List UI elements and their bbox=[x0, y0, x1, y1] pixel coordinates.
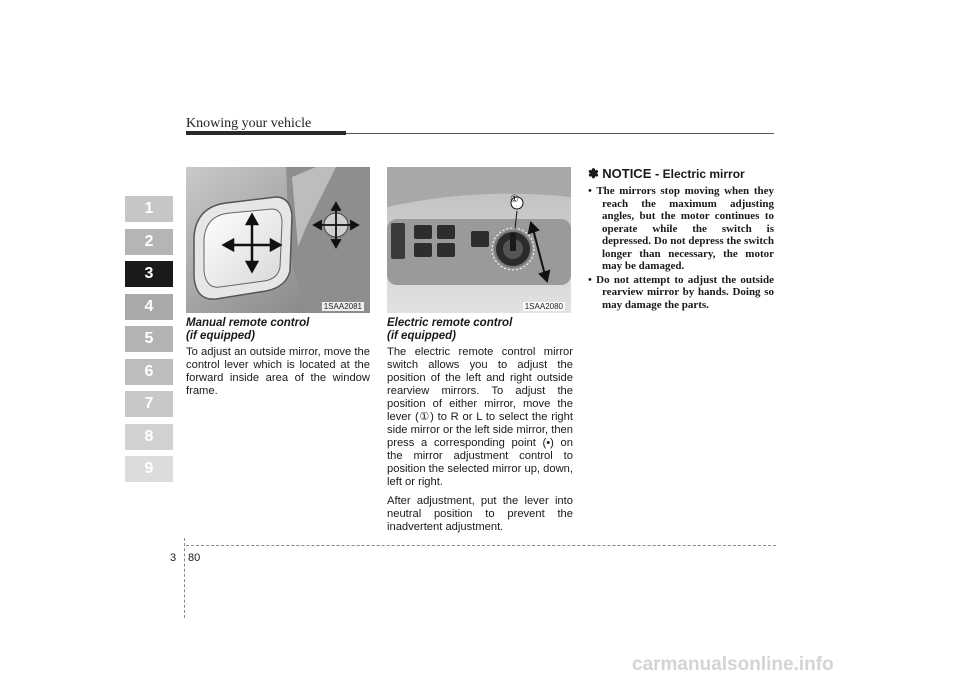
notice-bullet: • The mirrors stop moving when they reach the maximum adjusting angles, but the motor continues to operate while the switch is depressed. Do not depress the switch longer than necessary, the motor may be damaged. bbox=[588, 185, 774, 272]
chapter-tab-9: 9 bbox=[125, 456, 173, 482]
footer-chapter: 3 bbox=[170, 552, 177, 564]
watermark: carmanualsonline.info bbox=[632, 654, 834, 675]
electric-body-after: After adjustment, put the lever into neutral position to prevent the inadvertent adjustment. bbox=[387, 495, 573, 533]
figure-code: 1SAA2081 bbox=[323, 302, 362, 311]
chapter-tabs bbox=[125, 196, 173, 489]
electric-heading: Electric remote control (if equipped) bbox=[387, 317, 513, 342]
electric-switch-illustration bbox=[387, 167, 571, 313]
chapter-tab-6: 6 bbox=[125, 359, 173, 385]
notice-list bbox=[588, 185, 774, 311]
notice-section bbox=[588, 167, 774, 312]
notice-label: NOTICE - bbox=[602, 166, 660, 181]
footer-rule bbox=[186, 545, 776, 546]
lever-callout: ① bbox=[510, 194, 519, 205]
electric-mirror-figure bbox=[387, 167, 571, 313]
chapter-tab-8: 8 bbox=[125, 424, 173, 450]
page-number: 80 bbox=[188, 552, 201, 564]
chapter-tab-5: 5 bbox=[125, 326, 173, 352]
electric-body: The electric remote control mirror switch allows you to adjust the position of the left and right outside rearview mirrors. To adjust the position of either mirror, move the lever (①) to R or L to select the right side mirror or the left side mirror, then press a corresponding point (•) on the mirror adjustment control to position the selected mirror up, down, left or right. bbox=[387, 346, 573, 488]
notice-topic: Electric mirror bbox=[662, 167, 745, 181]
chapter-tab-7: 7 bbox=[125, 391, 173, 417]
manual-section bbox=[186, 317, 370, 404]
chapter-tab-3: 3 bbox=[125, 261, 173, 287]
manual-mirror-figure bbox=[186, 167, 370, 313]
notice-title bbox=[588, 167, 774, 181]
header-bar bbox=[186, 131, 346, 135]
header-rule bbox=[346, 133, 774, 134]
electric-section bbox=[387, 317, 573, 540]
figure-code: 1SAA2080 bbox=[524, 302, 563, 311]
chapter-tab-2: 2 bbox=[125, 229, 173, 255]
manual-mirror-illustration bbox=[186, 167, 370, 313]
footer-divider bbox=[184, 538, 185, 618]
chapter-tab-4: 4 bbox=[125, 294, 173, 320]
notice-bullet: • Do not attempt to adjust the outside rearview mirror by hands. Doing so may damage the parts. bbox=[588, 273, 774, 311]
notice-symbol: ✽ bbox=[588, 166, 599, 181]
header-title: Knowing your vehicle bbox=[186, 116, 312, 131]
manual-body: To adjust an outside mirror, move the control lever which is located at the forward inside area of the window frame. bbox=[186, 346, 370, 397]
chapter-tab-1: 1 bbox=[125, 196, 173, 222]
manual-heading: Manual remote control (if equipped) bbox=[186, 317, 310, 342]
